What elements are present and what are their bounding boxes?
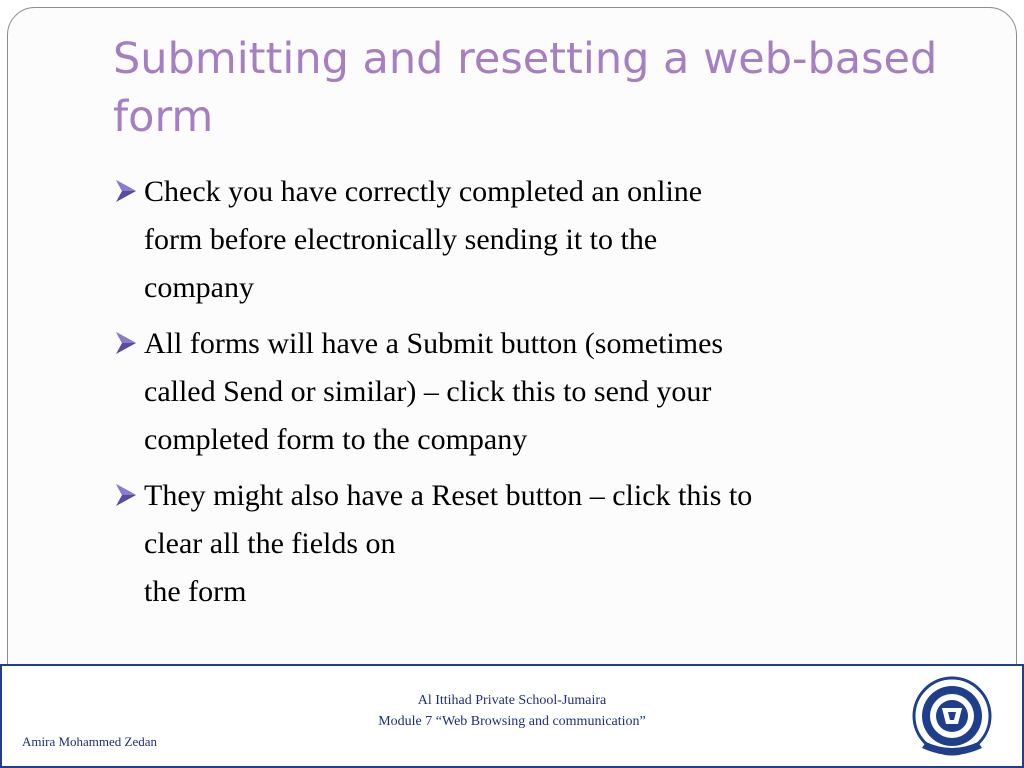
school-logo-icon [908, 676, 996, 760]
footer [0, 664, 1024, 768]
bullet-list [113, 168, 873, 624]
bullet-text: They might also have a Reset button – click this to clear all the fields on the form [144, 479, 753, 608]
arrow-bullet-icon [113, 178, 139, 204]
bullet-item [113, 472, 873, 616]
bullet-item [113, 168, 873, 312]
arrow-bullet-icon [113, 330, 139, 356]
footer-module-name: Module 7 “Web Browsing and communication” [378, 714, 646, 729]
footer-author: Amira Mohammed Zedan [22, 734, 158, 749]
slide-title: Submitting and resetting a web-based form [113, 34, 938, 142]
footer-center-text [302, 690, 722, 732]
bullet-text: All forms will have a Submit button (sometimes called Send or similar) – click this to send your completed form to the company [144, 327, 724, 456]
bullet-item [113, 320, 873, 464]
footer-school-name: Al Ittihad Private School-Jumaira [417, 693, 607, 708]
bullet-text: Check you have correctly completed an online form before electronically sending it to the company [144, 175, 703, 304]
arrow-bullet-icon [113, 482, 139, 508]
